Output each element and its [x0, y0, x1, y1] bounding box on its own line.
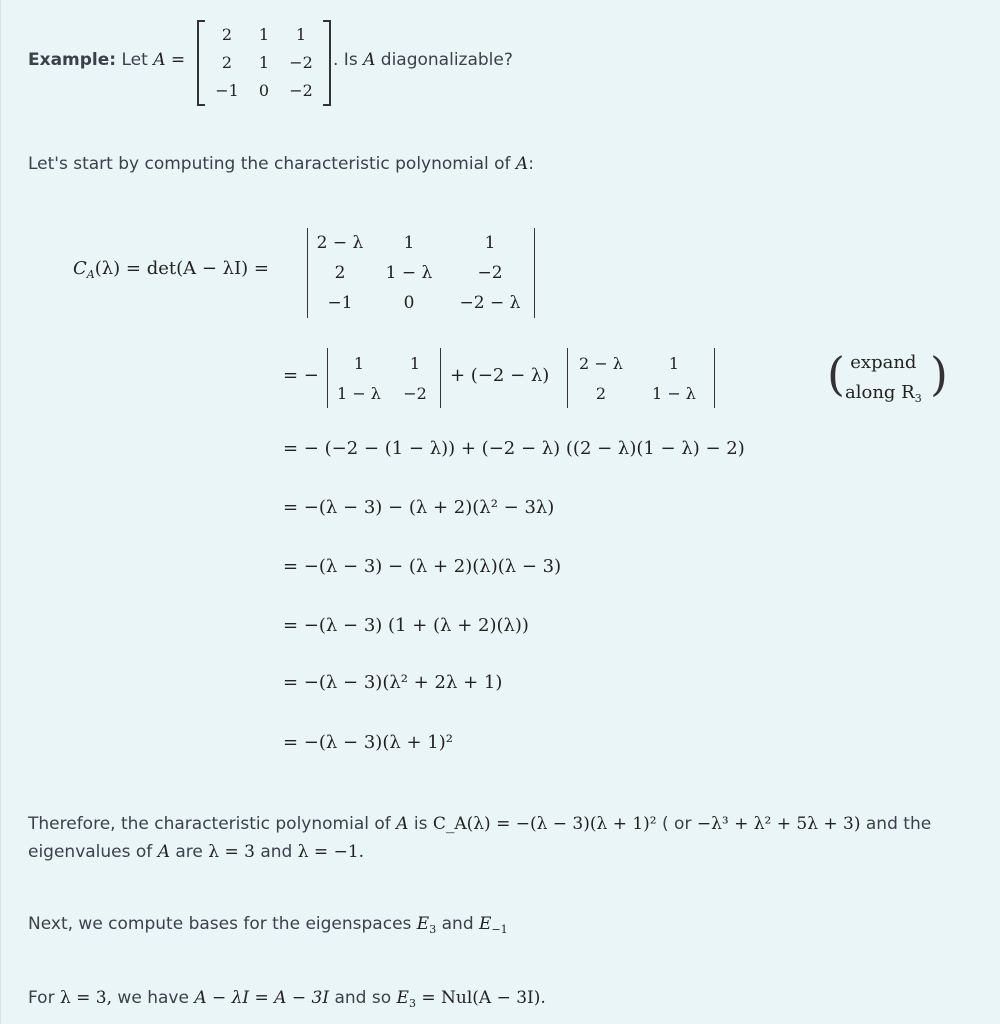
example-label: Example:	[28, 50, 117, 70]
matrix-A-entries	[205, 20, 323, 106]
expand-note: expand along $R_3$	[845, 352, 922, 405]
therefore-line-2: eigenvalues of A are λ = 3 and λ = −1.	[28, 842, 365, 862]
minor-1: 1 1 1 − λ −2	[327, 348, 441, 408]
left-bracket	[197, 20, 205, 106]
let-word: Let	[121, 50, 148, 70]
matrix-entry: 1	[295, 24, 307, 44]
therefore-line-1: Therefore, the characteristic polynomial of A is C_A(λ) = −(λ − 3)(λ + 1)² ( or −λ³ + λ² + 5λ + 3) and the	[28, 814, 932, 834]
matrix-entry: −1	[215, 80, 239, 100]
matrix-entry: 2	[221, 24, 233, 44]
step-line: = −(λ − 3)(λ + 1)²	[283, 732, 453, 753]
step1-eq: = −	[283, 365, 319, 386]
det-bar-right	[534, 228, 535, 318]
for-lambda-line: For λ = 3, we have A − λI = A − 3I and so $E_3 = Nul(A - 3I)$.	[28, 988, 546, 1010]
det-matrix	[307, 228, 535, 318]
example-line	[28, 46, 185, 74]
note-paren-open: (	[827, 347, 845, 401]
matrix-entry: −2	[289, 80, 313, 100]
matrix-entry: 1	[258, 52, 270, 72]
det-matrix-entries: 2 − λ 1 1 2 1 − λ −2 −1 0 −2 − λ	[316, 233, 521, 313]
note-paren-close: )	[930, 347, 948, 401]
matrix-entry: 2	[221, 52, 233, 72]
intro-line: Let's start by computing the characteristic polynomial of A:	[28, 154, 534, 174]
step-line: = − (−2 − (1 − λ)) + (−2 − λ) ((2 − λ)(1 − λ) − 2)	[283, 438, 745, 459]
minor-2: 2 − λ 1 2 1 − λ	[567, 348, 715, 408]
matrix-entry: 0	[258, 80, 270, 100]
right-bracket	[323, 20, 331, 106]
step-line: = −(λ − 3) (1 + (λ + 2)(λ))	[283, 615, 529, 636]
step-line: = −(λ − 3) − (λ + 2)(λ)(λ − 3)	[283, 556, 562, 577]
step-line: = −(λ − 3) − (λ + 2)(λ² − 3λ)	[283, 497, 555, 518]
matrix-name: A =	[153, 50, 186, 70]
det-lhs: $C_A(\lambda) = \det(A - \lambda I)$ =	[73, 258, 270, 281]
step-line: = −(λ − 3)(λ² + 2λ + 1)	[283, 672, 503, 693]
matrix-entry: 1	[258, 24, 270, 44]
question: . Is A diagonalizable?	[333, 50, 513, 70]
matrix-A	[197, 20, 331, 106]
matrix-entry: −2	[289, 52, 313, 72]
next-line: Next, we compute bases for the eigenspaces $E_3$ and $E_{-1}$	[28, 914, 508, 936]
step1-mid: + (−2 − λ)	[450, 365, 550, 386]
